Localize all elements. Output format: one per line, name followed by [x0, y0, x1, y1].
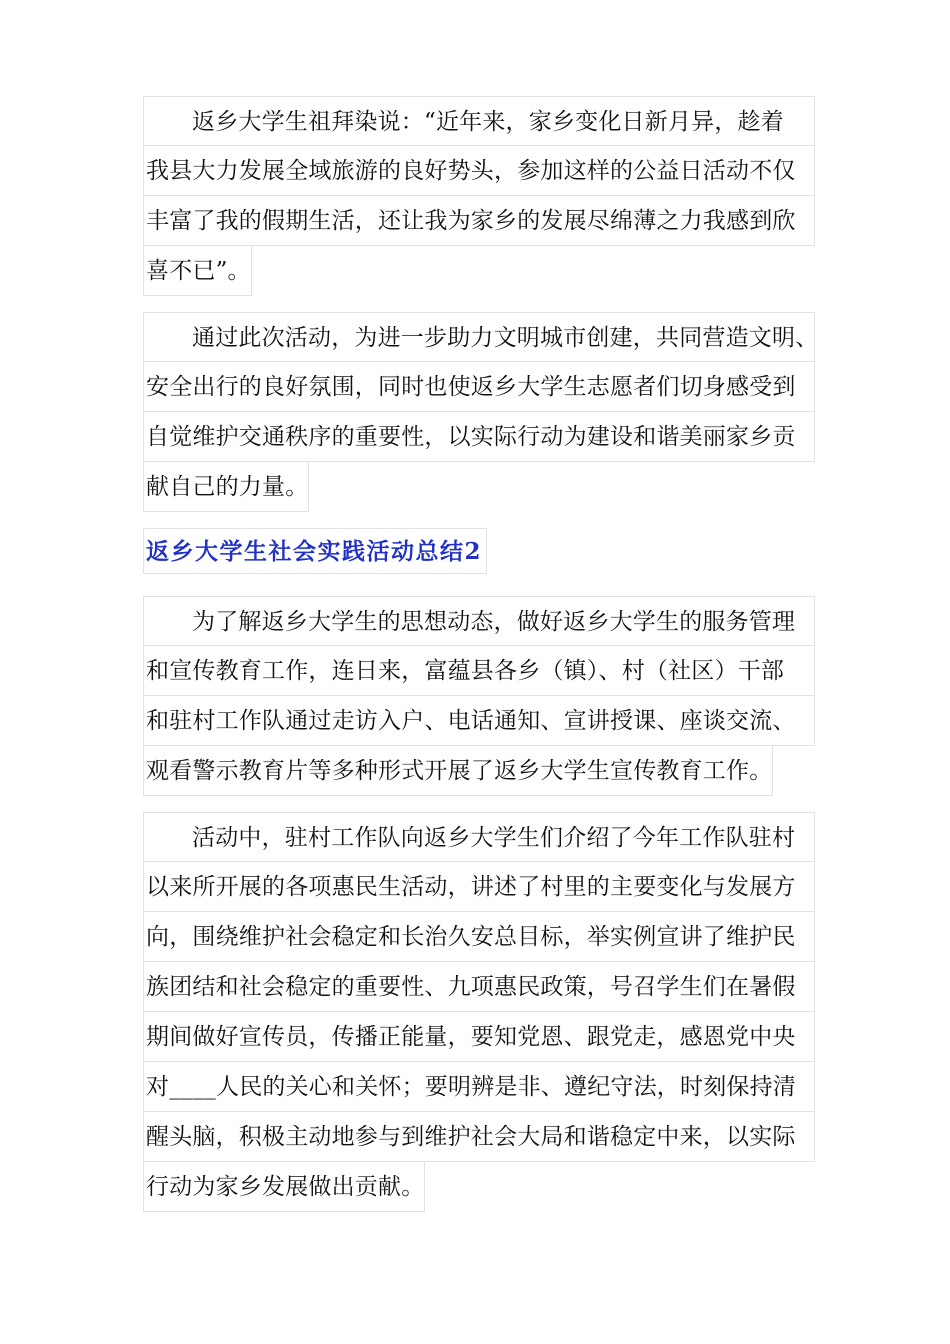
paragraph-line: 期间做好宣传员，传播正能量，要知党恩、跟党走，感恩党中央: [143, 1012, 815, 1062]
paragraph-line: 行动为家乡发展做出贡献。: [143, 1162, 425, 1212]
paragraph-line: 安全出行的良好氛围，同时也使返乡大学生志愿者们切身感受到: [143, 362, 815, 412]
paragraph-line: 族团结和社会稳定的重要性、九项惠民政策，号召学生们在暑假: [143, 962, 815, 1012]
paragraph-line: 为了解返乡大学生的思想动态，做好返乡大学生的服务管理: [143, 596, 815, 646]
paragraph-line: 向，围绕维护社会稳定和长治久安总目标，举实例宣讲了维护民: [143, 912, 815, 962]
paragraph-activity-result: [143, 312, 819, 512]
paragraph-line: 以来所开展的各项惠民生活动，讲述了村里的主要变化与发展方: [143, 862, 815, 912]
paragraph-line: 喜不已”。: [143, 246, 252, 296]
paragraph-intro: [143, 596, 815, 796]
paragraph-line: 献自己的力量。: [143, 462, 309, 512]
paragraph-line: 我县大力发展全域旅游的良好势头，参加这样的公益日活动不仅: [143, 146, 815, 196]
paragraph-line: 观看警示教育片等多种形式开展了返乡大学生宣传教育工作。: [143, 746, 773, 796]
section-heading: 返乡大学生社会实践活动总结2: [143, 528, 487, 574]
paragraph-line: 返乡大学生祖拜染说：“近年来，家乡变化日新月异，趁着: [143, 96, 815, 146]
paragraph-activity-detail: [143, 812, 815, 1212]
paragraph-line: 和驻村工作队通过走访入户、电话通知、宣讲授课、座谈交流、: [143, 696, 815, 746]
paragraph-quote: [143, 96, 815, 296]
paragraph-line: 对____人民的关心和关怀；要明辨是非、遵纪守法，时刻保持清: [143, 1062, 815, 1112]
paragraph-line: 通过此次活动，为进一步助力文明城市创建，共同营造文明、: [143, 312, 815, 362]
paragraph-line: 自觉维护交通秩序的重要性，以实际行动为建设和谐美丽家乡贡: [143, 412, 815, 462]
paragraph-line: 和宣传教育工作，连日来，富蕴县各乡（镇）、村（社区）干部: [143, 646, 815, 696]
paragraph-line: 活动中，驻村工作队向返乡大学生们介绍了今年工作队驻村: [143, 812, 815, 862]
paragraph-line: 丰富了我的假期生活，还让我为家乡的发展尽绵薄之力我感到欣: [143, 196, 815, 246]
paragraph-line: 醒头脑，积极主动地参与到维护社会大局和谐稳定中来，以实际: [143, 1112, 815, 1162]
